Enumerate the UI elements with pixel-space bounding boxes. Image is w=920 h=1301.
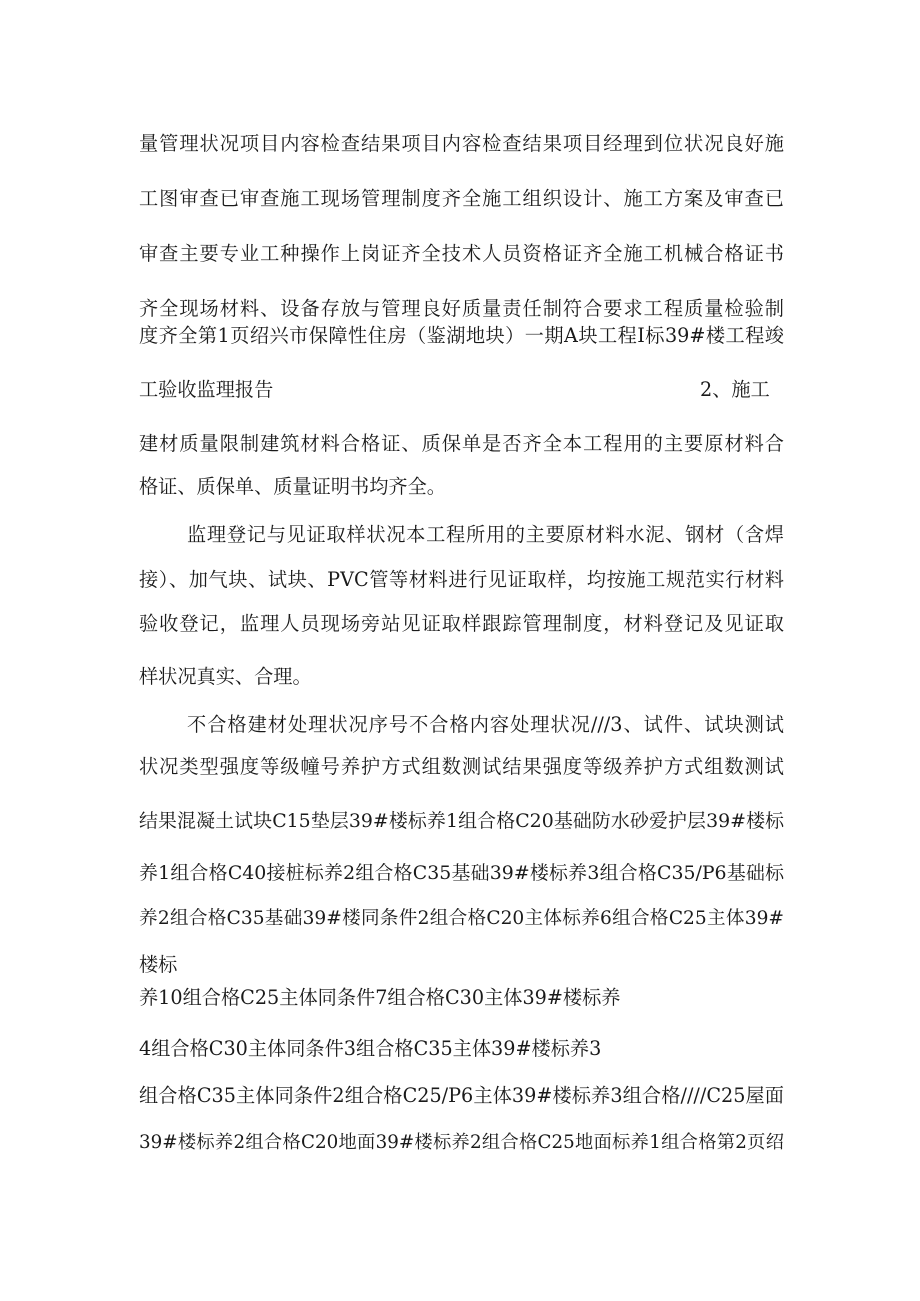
text-line-20: 4组合格C30主体同条件3组合格C35主体39#楼标养3 [139,1037,602,1060]
text-line-3: 审查主要专业工种操作上岗证齐全技术人员资格证齐全施工机械合格证书 [139,242,784,265]
text-line-4: 齐全现场材料、设备存放与管理良好质量责任制符合要求工程质量检验制 [139,297,784,320]
text-line-5: 度齐全第1页绍兴市保障性住房（鉴湖地块）一期A块工程I标39#楼工程竣 [139,324,784,347]
text-line-17: 养2组合格C35基础39#楼同条件2组合格C20主体标养6组合格C25主体39# [139,908,784,929]
text-line-7: 建材质量限制建筑材料合格证、质保单是否齐全本工程用的主要原材料合 [139,432,784,455]
text-line-2: 工图审查已审查施工现场管理制度齐全施工组织设计、施工方案及审查已 [139,187,784,210]
text-line-13: 不合格建材处理状况序号不合格内容处理状况///3、试件、试块测试 [187,713,784,736]
text-line-22: 39#楼标养2组合格C20地面39#楼标养2组合格C25地面标养1组合格第2页绍 [139,1132,784,1153]
text-line-14: 状况类型强度等级幢号养护方式组数测试结果强度等级养护方式组数测试 [139,755,784,778]
text-line-16: 养1组合格C40接桩标养2组合格C35基础39#楼标养3组合格C35/P6基础标 [139,862,784,884]
text-line-1: 量管理状况项目内容检查结果项目内容检查结果项目经理到位状况良好施 [139,132,784,155]
text-line-9: 监理登记与见证取样状况本工程所用的主要原材料水泥、钢材（含焊 [187,523,784,546]
text-line-15: 结果混凝土试块C15垫层39#楼标养1组合格C20基础防水砂爱护层39#楼标 [139,810,784,832]
text-line-10: 接）、加气块、试块、PVC管等材料进行见证取样，均按施工规范实行材料 [139,568,784,591]
text-line-11: 验收登记，监理人员现场旁站见证取样跟踪管理制度，材料登记及见证取 [139,612,784,635]
text-line-18: 楼标 [139,953,178,976]
text-line-8: 格证、质保单、质量证明书均齐全。 [139,475,446,498]
text-line-6: 工验收监理报告 [139,378,274,401]
text-line-21: 组合格C35主体同条件2组合格C25/P6主体39#楼标养3组合格////C25屋面 [139,1084,784,1107]
text-line-12: 样状况真实、合理。 [139,665,312,688]
section-heading-fragment: 2、施工 [700,378,770,401]
text-line-19: 养10组合格C25主体同条件7组合格C30主体39#楼标养 [139,986,621,1009]
